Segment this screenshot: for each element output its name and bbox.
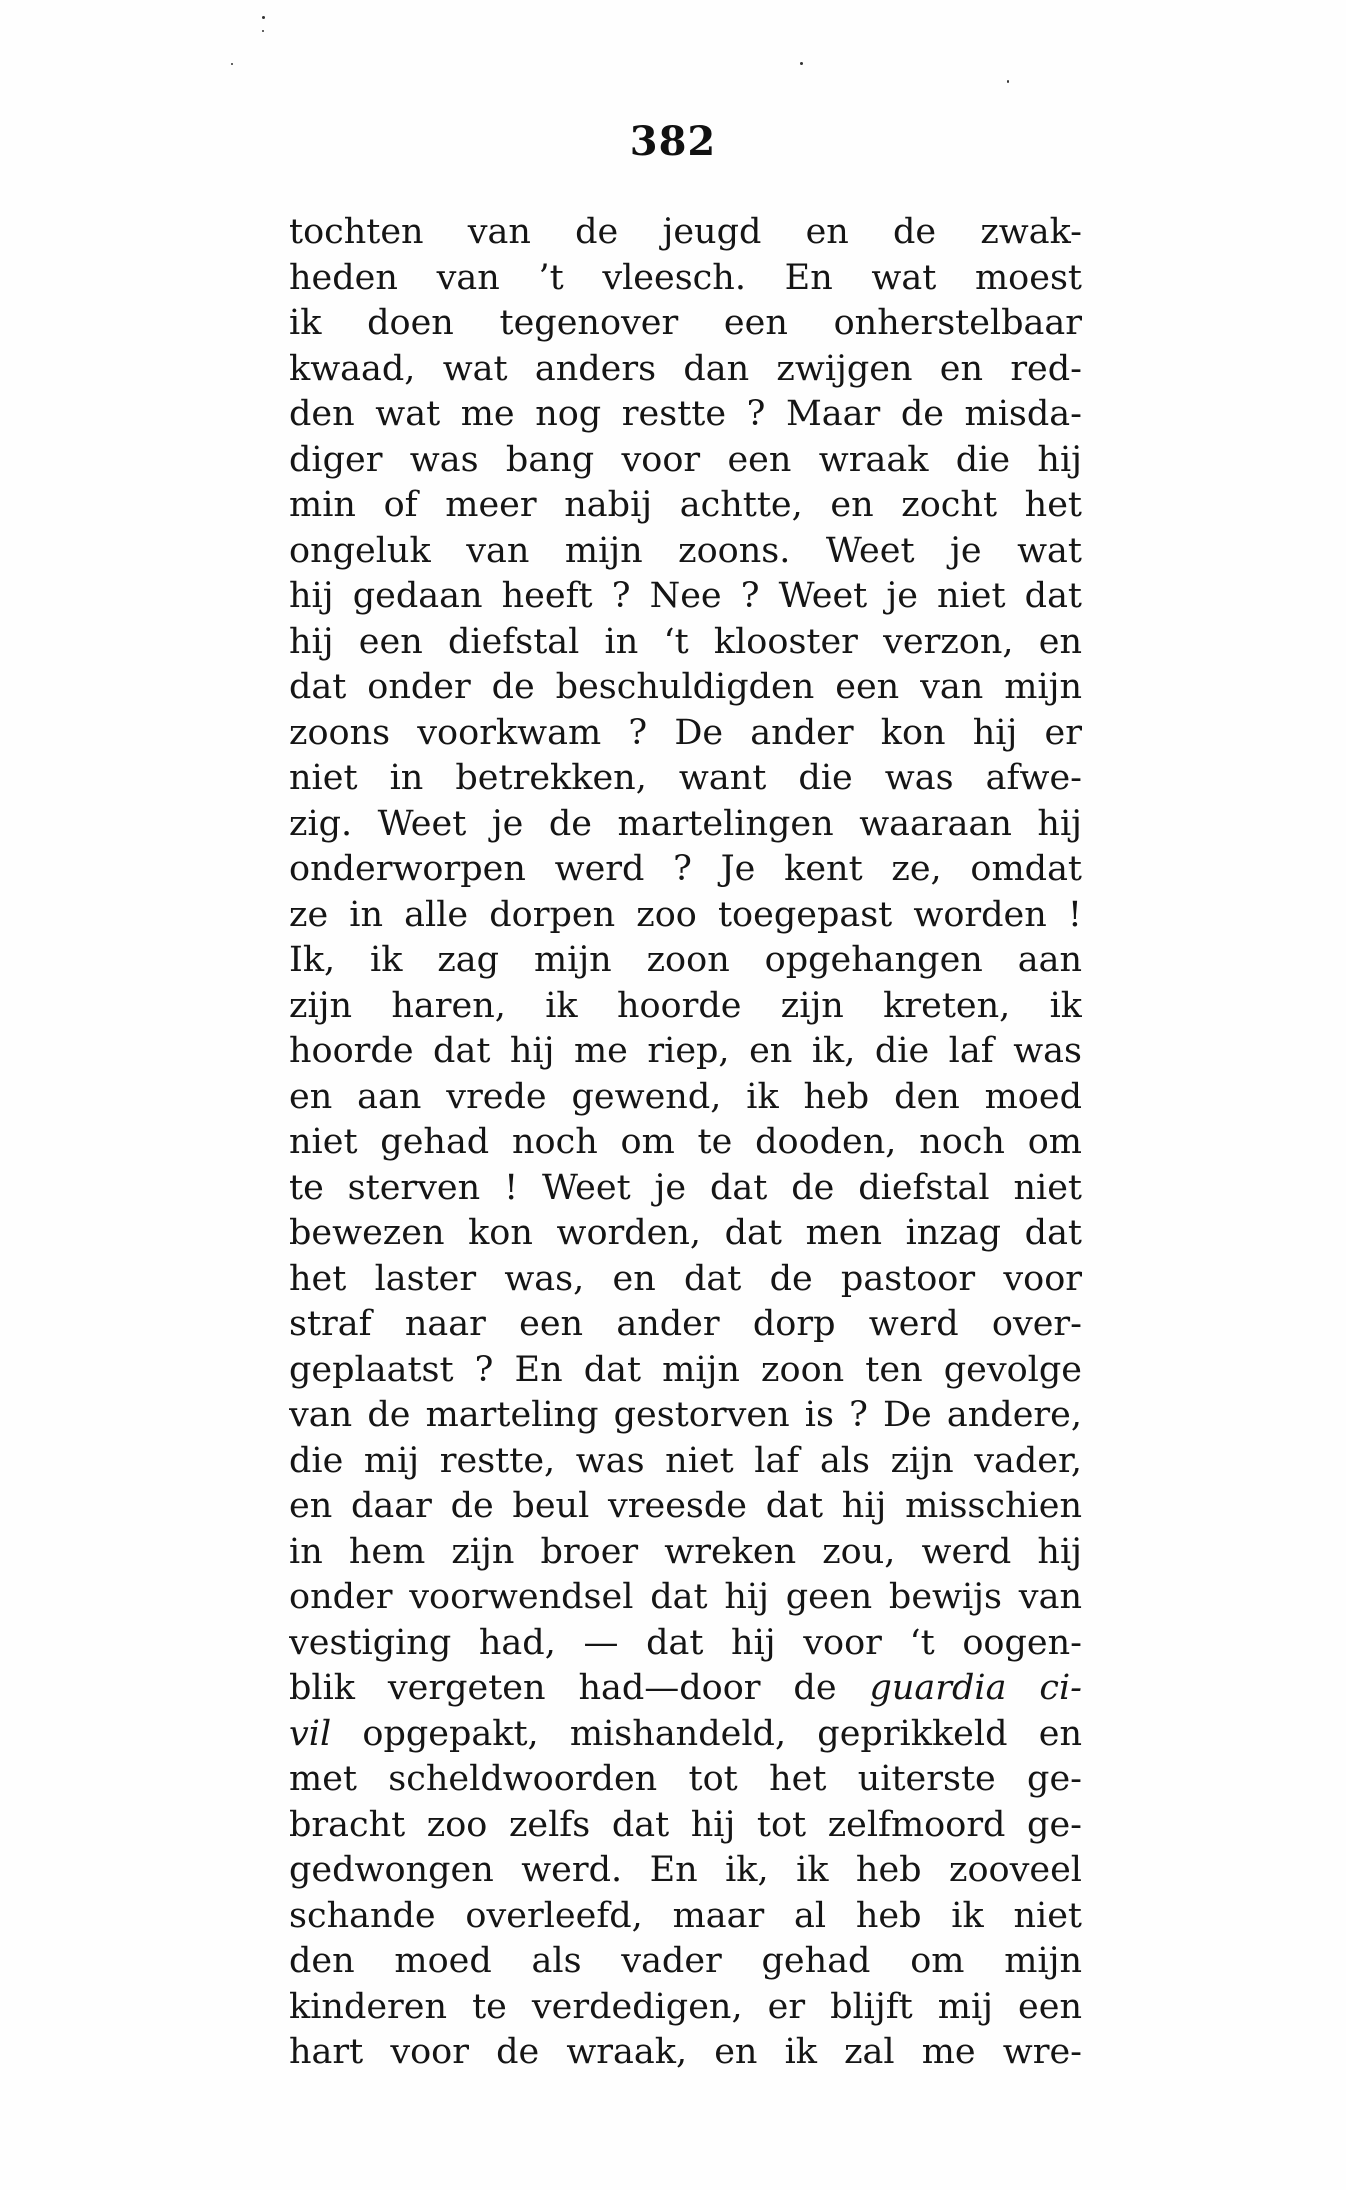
text-segment: opgepakt, mishandeld, geprikkeld en (362, 1713, 1082, 1754)
text-line: onder voorwendsel dat hij geen bewijs van (289, 1577, 1082, 1617)
text-line: kwaad, wat anders dan zwijgen en red- (289, 348, 1082, 389)
text-line: dat onder de beschuldigden een van mijn (289, 667, 1082, 707)
text-line (289, 1666, 1082, 1712)
text-line: straf naar een ander dorp werd over- (289, 1304, 1082, 1344)
text-line: onderworpen werd ? Je kent ze, omdat (289, 849, 1082, 889)
paper-speck (262, 30, 264, 32)
text-line: hoorde dat hij me riep, en ik, die laf was (289, 1031, 1082, 1071)
text-line: zoons voorkwam ? De ander kon hij er (289, 712, 1082, 753)
text-line: het laster was, en dat de pastoor voor (289, 1258, 1082, 1299)
text-segment: blik vergeten had—door de (289, 1668, 837, 1708)
italic-phrase: vil (289, 1713, 332, 1754)
text-line: zijn haren, ik hoorde zijn kreten, ik (289, 985, 1082, 1026)
text-line: den moed als vader gehad om mijn (289, 1941, 1082, 1981)
text-line: diger was bang voor een wraak die hij (289, 439, 1082, 480)
text-line: met scheldwoorden tot het uiterste ge- (289, 1759, 1082, 1799)
body-text (289, 210, 1082, 2076)
text-line: van de marteling gestorven is ? De andere, (289, 1395, 1082, 1435)
paper-speck (1007, 80, 1009, 83)
text-line: zig. Weet je de martelingen waaraan hij (289, 803, 1082, 844)
text-line: Ik, ik zag mijn zoon opgehangen aan (289, 940, 1082, 980)
page-number: 382 (629, 118, 717, 165)
text-line: die mij restte, was niet laf als zijn vader, (289, 1440, 1082, 1481)
text-line: en aan vrede gewend, ik heb den moed (289, 1076, 1082, 1117)
text-line: geplaatst ? En dat mijn zoon ten gevolge (289, 1349, 1082, 1390)
italic-phrase: guardia ci- (869, 1668, 1082, 1708)
text-line: in hem zijn broer wreken zou, werd hij (289, 1531, 1082, 1572)
text-line: niet in betrekken, want die was afwe- (289, 758, 1082, 798)
text-line: niet gehad noch om te dooden, noch om (289, 1122, 1082, 1162)
paper-speck (800, 62, 803, 65)
text-line: min of meer nabij achtte, en zocht het (289, 485, 1082, 525)
text-line: schande overleefd, maar al heb ik niet (289, 1895, 1082, 1936)
text-line: heden van ’t vleesch. En wat moest (289, 257, 1082, 298)
text-line: bewezen kon worden, dat men inzag dat (289, 1213, 1082, 1253)
text-line: ze in alle dorpen zoo toegepast worden ! (289, 894, 1082, 935)
text-line: gedwongen werd. En ik, ik heb zooveel (289, 1850, 1082, 1890)
text-line: bracht zoo zelfs dat hij tot zelfmoord ge- (289, 1804, 1082, 1845)
text-line: hij een diefstal in ‘t klooster verzon, en (289, 621, 1082, 662)
text-line: ik doen tegenover een onherstelbaar (289, 303, 1082, 343)
text-line: vestiging had, — dat hij voor ‘t oogen- (289, 1622, 1082, 1663)
paper-speck (231, 63, 233, 65)
text-line: tochten van de jeugd en de zwak- (289, 212, 1082, 252)
text-line: den wat me nog restte ? Maar de misda- (289, 394, 1082, 434)
paper-speck (262, 16, 265, 19)
text-line: hart voor de wraak, en ik zal me wre- (289, 2032, 1082, 2072)
text-line: hij gedaan heeft ? Nee ? Weet je niet dat (289, 576, 1082, 616)
text-line: te sterven ! Weet je dat de diefstal niet (289, 1167, 1082, 1208)
text-line: ongeluk van mijn zoons. Weet je wat (289, 530, 1082, 571)
text-line (289, 1712, 1082, 1758)
text-line: kinderen te verdedigen, er blijft mij een (289, 1986, 1082, 2027)
text-line: en daar de beul vreesde dat hij misschien (289, 1486, 1082, 1526)
